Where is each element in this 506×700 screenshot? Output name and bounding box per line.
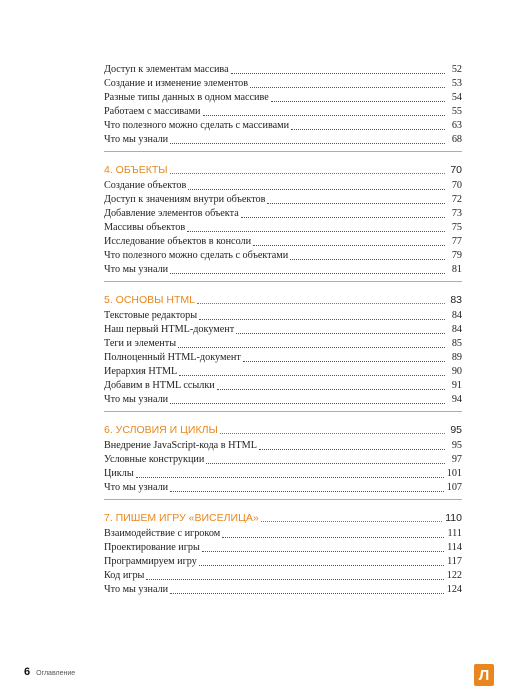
toc-leader-dots bbox=[267, 193, 445, 204]
toc-entry[interactable] bbox=[104, 262, 462, 276]
toc-page-number: 70 bbox=[451, 180, 462, 191]
toc-leader-dots bbox=[243, 351, 445, 362]
toc-page-number: 73 bbox=[451, 208, 462, 219]
toc-entry-title: Проектирование игры bbox=[104, 542, 200, 553]
toc-entry[interactable] bbox=[104, 308, 462, 322]
toc-page-number: 111 bbox=[447, 528, 462, 539]
toc-entry[interactable] bbox=[104, 480, 462, 494]
toc-entry[interactable] bbox=[104, 220, 462, 234]
toc-entry[interactable] bbox=[104, 62, 462, 76]
toc-page-number: 77 bbox=[451, 236, 462, 247]
toc-entry[interactable] bbox=[104, 438, 462, 452]
toc-entry-title: Добавим в HTML ссылки bbox=[104, 380, 215, 391]
toc-entry-title: Доступ к элементам массива bbox=[104, 64, 229, 75]
toc-page-number: 85 bbox=[451, 338, 462, 349]
toc-entry-title: Что мы узнали bbox=[104, 264, 169, 275]
toc-entry[interactable] bbox=[104, 336, 462, 350]
toc-entry[interactable] bbox=[104, 234, 462, 248]
toc-leader-dots bbox=[291, 119, 445, 130]
toc-page-number: 124 bbox=[446, 584, 462, 595]
toc-entry[interactable] bbox=[104, 178, 462, 192]
toc-entry-title: Что мы узнали bbox=[104, 134, 169, 145]
logo-letter: Л bbox=[478, 666, 490, 684]
toc-leader-dots bbox=[203, 105, 445, 116]
toc-leader-dots bbox=[170, 583, 444, 594]
toc-page-number: 122 bbox=[446, 570, 462, 581]
toc-chapter-heading[interactable] bbox=[104, 292, 462, 306]
toc-leader-dots bbox=[170, 393, 445, 404]
toc-page-number: 75 bbox=[451, 222, 462, 233]
toc-entry-title: Программируем игру bbox=[104, 556, 197, 567]
toc-entry[interactable] bbox=[104, 192, 462, 206]
toc-page-number: 90 bbox=[451, 366, 462, 377]
toc-page-number: 89 bbox=[451, 352, 462, 363]
toc-entry-title: Массивы объектов bbox=[104, 222, 186, 233]
toc-leader-dots bbox=[179, 365, 445, 376]
toc-entry[interactable] bbox=[104, 540, 462, 554]
toc-leader-dots bbox=[197, 293, 445, 304]
toc-leader-dots bbox=[202, 541, 444, 552]
toc-page-number: 95 bbox=[450, 424, 462, 436]
toc-entry[interactable] bbox=[104, 452, 462, 466]
toc-chapter-heading[interactable] bbox=[104, 422, 462, 436]
toc-leader-dots bbox=[241, 207, 445, 218]
toc-entry[interactable] bbox=[104, 582, 462, 596]
toc-entry-title: Условные конструкции bbox=[104, 454, 205, 465]
toc-chapter-heading[interactable] bbox=[104, 510, 462, 524]
toc-leader-dots bbox=[271, 91, 445, 102]
footer-label: Оглавление bbox=[36, 670, 76, 677]
toc-entry[interactable] bbox=[104, 90, 462, 104]
toc-page-number: 94 bbox=[451, 394, 462, 405]
toc-entry[interactable] bbox=[104, 118, 462, 132]
toc-entry-title: Разные типы данных в одном массиве bbox=[104, 92, 269, 103]
toc-entry-title: 5. ОСНОВЫ HTML bbox=[104, 294, 195, 306]
toc-entry[interactable] bbox=[104, 248, 462, 262]
toc-page-number: 53 bbox=[451, 78, 462, 89]
toc-entry[interactable] bbox=[104, 568, 462, 582]
toc-leader-dots bbox=[220, 423, 445, 434]
toc-leader-dots bbox=[217, 379, 445, 390]
toc-leader-dots bbox=[236, 323, 445, 334]
toc-entry-title: Код игры bbox=[104, 570, 145, 581]
toc-page-number: 114 bbox=[447, 542, 462, 553]
toc-entry-title: Текстовые редакторы bbox=[104, 310, 198, 321]
toc-page-number: 83 bbox=[450, 294, 462, 306]
toc-leader-dots bbox=[290, 249, 445, 260]
toc-leader-dots bbox=[170, 133, 445, 144]
toc-leader-dots bbox=[170, 163, 445, 174]
toc-entry-title: Циклы bbox=[104, 468, 134, 479]
toc-chapter-heading[interactable] bbox=[104, 162, 462, 176]
toc-page-number: 70 bbox=[450, 164, 462, 176]
page-footer bbox=[24, 666, 75, 678]
toc-entry-title: Что полезного можно сделать с массивами bbox=[104, 120, 290, 131]
page-number: 6 bbox=[24, 666, 31, 678]
toc-page-number: 101 bbox=[446, 468, 462, 479]
toc-entry-title: Создание и изменение элементов bbox=[104, 78, 249, 89]
toc-leader-dots bbox=[136, 467, 444, 478]
toc-entry[interactable] bbox=[104, 526, 462, 540]
toc-entry-title: Иерархия HTML bbox=[104, 366, 178, 377]
section-divider bbox=[104, 499, 462, 500]
toc-entry-title: Что полезного можно сделать с объектами bbox=[104, 250, 289, 261]
section-divider bbox=[104, 411, 462, 412]
toc-entry-title: Теги и элементы bbox=[104, 338, 177, 349]
toc-entry-title: Создание объектов bbox=[104, 180, 187, 191]
toc-leader-dots bbox=[250, 77, 445, 88]
toc-entry[interactable] bbox=[104, 364, 462, 378]
toc-entry[interactable] bbox=[104, 104, 462, 118]
toc-leader-dots bbox=[187, 221, 445, 232]
toc-page-number: 72 bbox=[451, 194, 462, 205]
toc-page-number: 68 bbox=[451, 134, 462, 145]
toc-entry[interactable] bbox=[104, 554, 462, 568]
toc-leader-dots bbox=[259, 439, 445, 450]
section-divider bbox=[104, 151, 462, 152]
toc-entry[interactable] bbox=[104, 378, 462, 392]
toc-entry-title: Полноценный HTML-документ bbox=[104, 352, 241, 363]
toc-entry-title: Исследование объектов в консоли bbox=[104, 236, 252, 247]
toc-leader-dots bbox=[170, 263, 445, 274]
publisher-logo-icon bbox=[474, 664, 494, 686]
toc-page-number: 91 bbox=[451, 380, 462, 391]
toc-page-number: 55 bbox=[451, 106, 462, 117]
toc-entry-title: Наш первый HTML-документ bbox=[104, 324, 235, 335]
toc-page-number: 84 bbox=[451, 324, 462, 335]
toc-entry-title: Взаимодействие с игроком bbox=[104, 528, 221, 539]
toc-leader-dots bbox=[178, 337, 445, 348]
toc-entry[interactable] bbox=[104, 322, 462, 336]
toc-entry[interactable] bbox=[104, 76, 462, 90]
toc-entry-title: Что мы узнали bbox=[104, 394, 169, 405]
toc-page-number: 97 bbox=[451, 454, 462, 465]
toc-leader-dots bbox=[206, 453, 445, 464]
toc-leader-dots bbox=[222, 527, 444, 538]
toc-page-number: 95 bbox=[451, 440, 462, 451]
toc-entry-title: Что мы узнали bbox=[104, 482, 169, 493]
toc-entry[interactable] bbox=[104, 392, 462, 406]
toc-leader-dots bbox=[231, 63, 445, 74]
toc-page-number: 117 bbox=[447, 556, 462, 567]
toc-leader-dots bbox=[199, 555, 444, 566]
toc-page-number: 79 bbox=[451, 250, 462, 261]
toc-leader-dots bbox=[188, 179, 445, 190]
toc-entry-title: 6. УСЛОВИЯ И ЦИКЛЫ bbox=[104, 424, 218, 436]
toc-entry-title: Внедрение JavaScript-кода в HTML bbox=[104, 440, 257, 451]
toc-entry-title: 4. ОБЪЕКТЫ bbox=[104, 164, 168, 176]
toc-entry[interactable] bbox=[104, 350, 462, 364]
toc-entry-title: Что мы узнали bbox=[104, 584, 169, 595]
toc-entry[interactable] bbox=[104, 206, 462, 220]
toc-leader-dots bbox=[146, 569, 443, 580]
toc-page-number: 54 bbox=[451, 92, 462, 103]
toc-entry[interactable] bbox=[104, 466, 462, 480]
toc-entry[interactable] bbox=[104, 132, 462, 146]
toc-page-number: 84 bbox=[451, 310, 462, 321]
toc-page-number: 63 bbox=[451, 120, 462, 131]
toc-page-number: 107 bbox=[446, 482, 462, 493]
toc-entry-title: Добавление элементов объекта bbox=[104, 208, 239, 219]
toc-leader-dots bbox=[253, 235, 445, 246]
toc-entry-title: 7. ПИШЕМ ИГРУ «ВИСЕЛИЦА» bbox=[104, 512, 259, 524]
toc-page-number: 52 bbox=[451, 64, 462, 75]
toc-leader-dots bbox=[170, 481, 444, 492]
toc-leader-dots bbox=[261, 511, 443, 522]
toc-page-number: 81 bbox=[451, 264, 462, 275]
toc-entry-title: Доступ к значениям внутри объектов bbox=[104, 194, 266, 205]
toc-page-number: 110 bbox=[445, 512, 462, 524]
toc-entry-title: Работаем с массивами bbox=[104, 106, 201, 117]
toc-leader-dots bbox=[199, 309, 445, 320]
section-divider bbox=[104, 281, 462, 282]
